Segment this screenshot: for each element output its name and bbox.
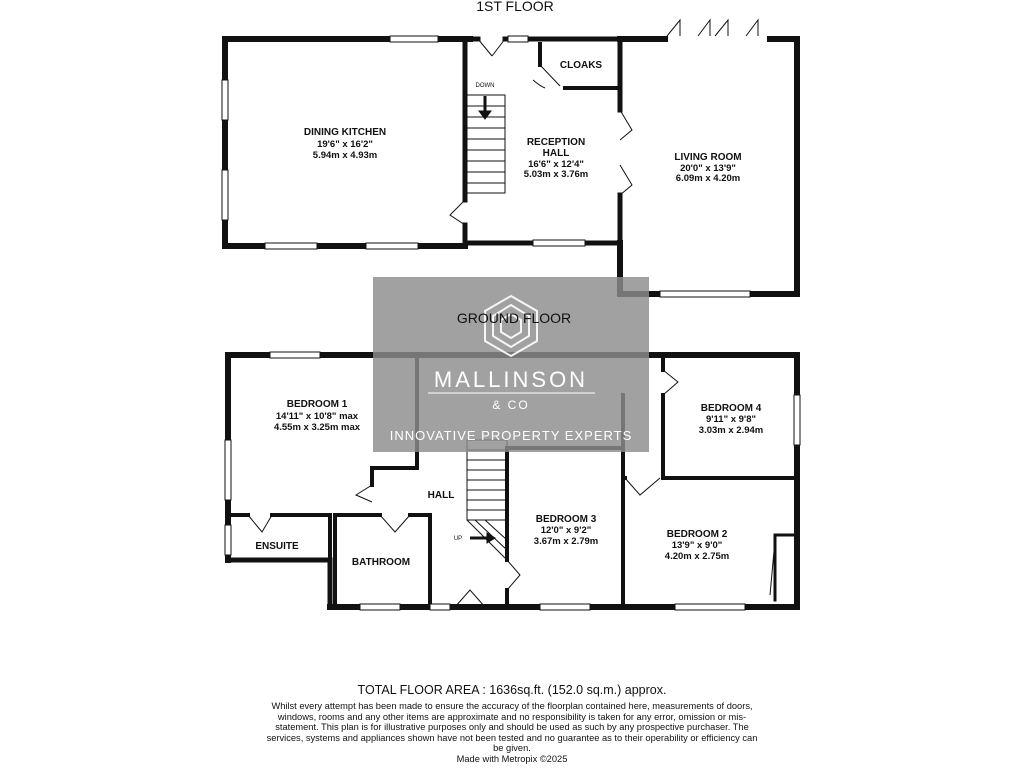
cloaks-name: CLOAKS [559, 60, 603, 71]
living-room-imperial: 20'0" x 13'9" [680, 163, 736, 174]
first-floor-doors [450, 20, 758, 225]
watermark-sub: & CO [492, 398, 530, 412]
first-floor-staircase [465, 95, 505, 193]
bedroom1-imperial: 14'11" x 10'8" max [275, 411, 359, 422]
living-room-metric: 6.09m x 4.20m [675, 173, 741, 184]
watermark [373, 277, 649, 452]
bedroom2-name: BEDROOM 2 [666, 529, 728, 540]
bedroom4-imperial: 9'11" x 9'8" [706, 414, 756, 425]
hall-name: HALL [427, 490, 455, 501]
bedroom1-label [274, 399, 361, 433]
footer [262, 683, 762, 765]
stairs-down-label: DOWN [475, 83, 495, 89]
reception-hall-metric: 5.03m x 3.76m [523, 169, 589, 180]
bedroom4-metric: 3.03m x 2.94m [698, 425, 764, 436]
bedroom1-name: BEDROOM 1 [286, 399, 348, 410]
reception-hall-imperial: 16'6" x 12'4" [528, 159, 584, 170]
reception-hall-name-1: RECEPTION [526, 137, 586, 148]
dining-kitchen-label [304, 127, 386, 161]
bedroom3-imperial: 12'0" x 9'2" [540, 525, 592, 536]
dining-kitchen-imperial: 19'6" x 16'2" [317, 139, 373, 150]
metropix-credit: Made with Metropix ©2025 [456, 753, 568, 764]
ground-floor-title: GROUND FLOOR [456, 310, 572, 326]
living-room-name: LIVING ROOM [674, 152, 742, 163]
watermark-tagline: INNOVATIVE PROPERTY EXPERTS [389, 428, 633, 443]
bedroom2-imperial: 13'9" x 9'0" [671, 540, 723, 551]
watermark-box [373, 277, 649, 452]
ensuite-name: ENSUITE [255, 541, 299, 552]
bedroom2-metric: 4.20m x 2.75m [664, 551, 730, 562]
bedroom3-metric: 3.67m x 2.79m [533, 536, 599, 547]
reception-hall-label [524, 137, 588, 180]
first-floor-title: 1ST FLOOR [476, 0, 554, 14]
dining-kitchen-metric: 5.94m x 4.93m [312, 150, 378, 161]
total-floor-area: TOTAL FLOOR AREA : 1636sq.ft. (152.0 sq.m.) approx. [357, 683, 667, 697]
dining-kitchen-name: DINING KITCHEN [303, 127, 387, 138]
reception-hall-name-2: HALL [542, 148, 570, 159]
stairs-up-label: UP [453, 536, 463, 542]
first-floor-windows [222, 36, 750, 297]
living-room-label [674, 152, 741, 184]
bedroom4-name: BEDROOM 4 [700, 403, 762, 414]
watermark-brand: MALLINSON [433, 367, 589, 392]
bedroom2-label [665, 529, 729, 562]
bedroom3-name: BEDROOM 3 [535, 514, 597, 525]
ground-floor-staircase [467, 440, 507, 560]
bedroom3-label [534, 514, 598, 547]
bathroom-name: BATHROOM [351, 557, 411, 568]
bedroom4-label [699, 403, 763, 436]
bedroom1-metric: 4.55m x 3.25m max [273, 422, 361, 433]
disclaimer-text: Whilst every attempt has been made to ensure the accuracy of the floorplan contained here, measurements of doors, windows, rooms and any other items are approximate and no responsibility is taken for any error, omission or mis-statement. This plan is for illustrative purposes only and should be used as such by any prospective purchaser. The services, systems and appliances shown have not been tested and no guarantee as to their operability or efficiency can be given. [266, 701, 758, 754]
